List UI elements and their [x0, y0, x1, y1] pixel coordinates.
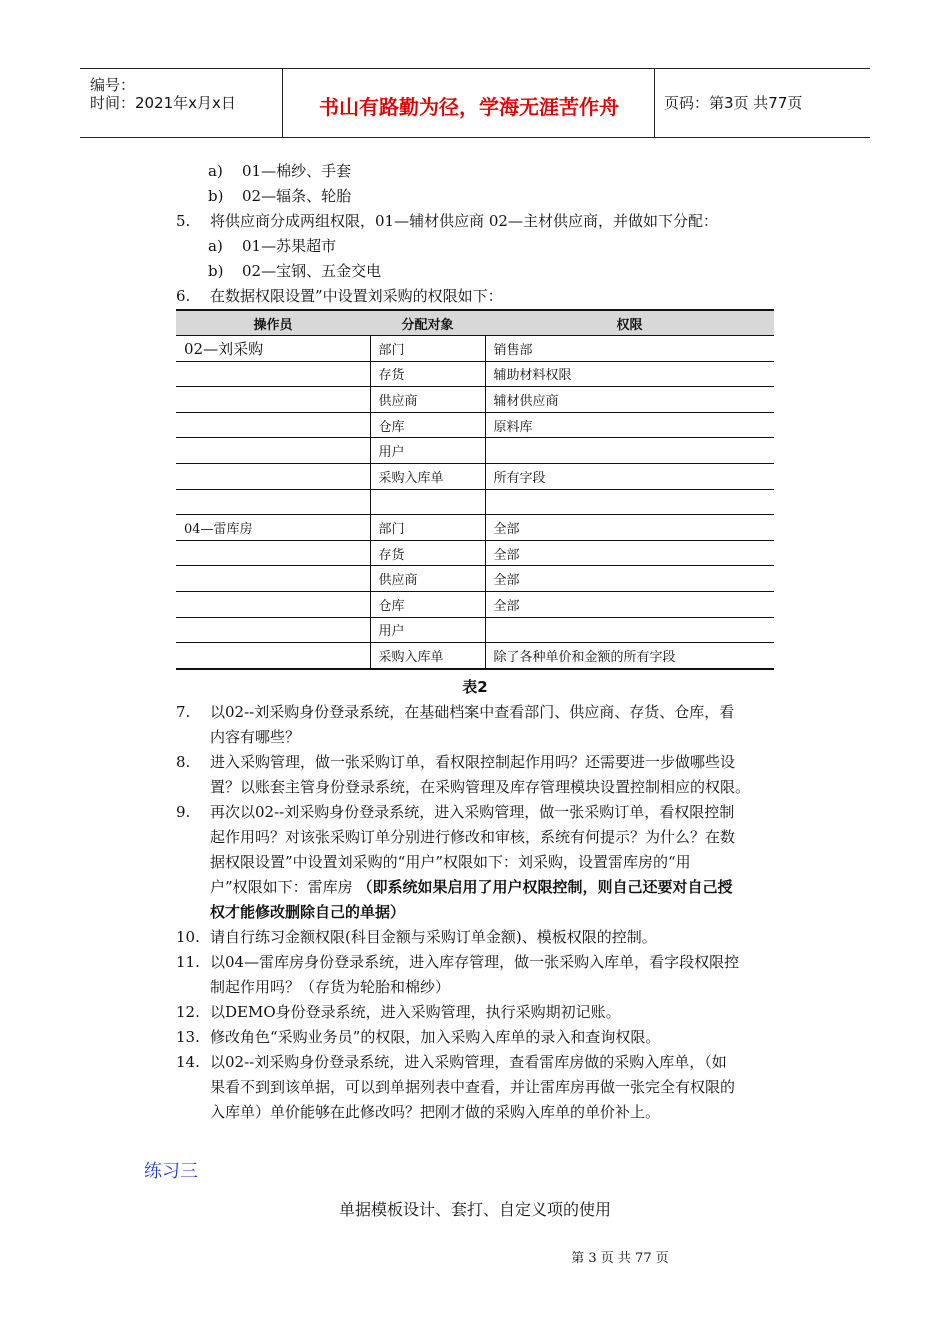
object-cell: 仓库 [370, 412, 485, 438]
object-cell [370, 489, 485, 515]
table-row [176, 643, 774, 669]
permission-cell: 所有字段 [485, 463, 774, 489]
operator-cell [176, 489, 370, 515]
list-marker: b) [208, 187, 224, 205]
list-item: 01—苏果超市 [242, 237, 337, 255]
list-item: 在数据权限设置”中设置刘采购的权限如下： [210, 287, 503, 305]
object-cell: 供应商 [370, 566, 485, 592]
header-motto-cell [284, 69, 655, 137]
motto: 书山有路勤为径，学海无涯苦作舟 [319, 95, 619, 119]
table-header-cell: 权限 [485, 310, 774, 336]
table-row [176, 336, 774, 362]
operator-cell [176, 643, 370, 669]
operator-cell: 02—刘采购 [176, 336, 370, 362]
page-header [80, 68, 870, 138]
item-line: 以02--刘采购身份登录系统，在基础档案中查看部门、供应商、存货、仓库，看 [210, 703, 735, 721]
permission-cell: 原料库 [485, 412, 774, 438]
item-line: 以DEMO身份登录系统，进入采购管理，执行采购期初记账。 [210, 1003, 621, 1021]
list-marker: b) [208, 262, 224, 280]
permission-cell: 全部 [485, 566, 774, 592]
permission-cell: 除了各种单价和金额的所有字段 [485, 643, 774, 669]
item-line: 起作用吗？对该张采购订单分别进行修改和审核，系统有何提示？为什么？在数 [210, 828, 736, 846]
table-header-cell: 操作员 [176, 310, 370, 336]
object-cell: 供应商 [370, 387, 485, 413]
permission-cell: 全部 [485, 540, 774, 566]
operator-cell [176, 387, 370, 413]
item-line: 置？以账套主管身份登录系统，在采购管理及库存管理模块设置控制相应的权限。 [210, 778, 751, 796]
table-header-cell: 分配对象 [370, 310, 485, 336]
item-number: 11. [176, 953, 200, 971]
list-marker: a) [208, 237, 223, 255]
object-cell: 用户 [370, 617, 485, 643]
permission-cell [485, 489, 774, 515]
table-row [176, 463, 774, 489]
object-cell: 存货 [370, 540, 485, 566]
code-label: 编号： [90, 76, 136, 94]
item-line: 内容有哪些？ [210, 728, 301, 746]
list-item: 02—辐条、轮胎 [242, 187, 352, 205]
table-row [176, 387, 774, 413]
object-cell: 部门 [370, 336, 485, 362]
operator-cell [176, 617, 370, 643]
item-number: 9. [176, 803, 191, 821]
table-row [176, 515, 774, 541]
item-line: 再次以02--刘采购身份登录系统，进入采购管理，做一张采购订单，看权限控制 [210, 803, 735, 821]
permission-cell [485, 617, 774, 643]
object-cell: 部门 [370, 515, 485, 541]
object-cell: 仓库 [370, 591, 485, 617]
table-row [176, 617, 774, 643]
item-line: 以02--刘采购身份登录系统，进入采购管理，查看雷库房做的采购入库单，（如 [210, 1053, 727, 1071]
item-line: 入库单）单价能够在此修改吗？把刚才做的采购入库单的单价补上。 [210, 1103, 661, 1121]
list-marker: 6. [176, 287, 191, 305]
permission-cell: 全部 [485, 515, 774, 541]
item-line: 果看不到到该单据，可以到单据列表中查看，并让雷库房再做一张完全有权限的 [210, 1078, 736, 1096]
header-page-cell [656, 69, 870, 137]
operator-cell [176, 412, 370, 438]
list-item: 02—宝钢、五金交电 [242, 262, 382, 280]
permission-cell [485, 438, 774, 464]
item-bold-line: 权才能修改删除自己的单据） [210, 903, 406, 921]
object-cell: 存货 [370, 361, 485, 387]
operator-cell [176, 540, 370, 566]
item-number: 14. [176, 1053, 200, 1071]
item-line: 请自行练习金额权限(科目金额与采购订单金额)、模板权限的控制。 [210, 928, 657, 946]
page-label: 页码：第3页 共77页 [664, 94, 803, 112]
operator-cell [176, 566, 370, 592]
section-title: 练习三 [144, 1161, 198, 1182]
item-text: 户”权限如下：雷库房 [210, 878, 358, 896]
operator-cell [176, 361, 370, 387]
item-number: 12. [176, 1003, 200, 1021]
operator-cell [176, 463, 370, 489]
object-cell: 采购入库单 [370, 463, 485, 489]
operator-cell [176, 591, 370, 617]
item-number: 10. [176, 928, 200, 946]
table-header-row [176, 310, 774, 336]
table-row [176, 540, 774, 566]
object-cell: 用户 [370, 438, 485, 464]
permission-cell: 辅助材料权限 [485, 361, 774, 387]
page-footer: 第 3 页 共 77 页 [571, 1251, 669, 1266]
time-label: 时间：2021年x月x日 [90, 94, 236, 112]
item-number: 8. [176, 753, 191, 771]
permission-cell: 辅材供应商 [485, 387, 774, 413]
permission-cell: 全部 [485, 591, 774, 617]
object-cell: 采购入库单 [370, 643, 485, 669]
item-line: 据权限设置”中设置刘采购的“用户”权限如下：刘采购，设置雷库房的“用 [210, 853, 691, 871]
item-line: 进入采购管理，做一张采购订单，看权限控制起作用吗？还需要进一步做哪些设 [210, 753, 736, 771]
table-caption: 表2 [462, 678, 488, 696]
list-marker: a) [208, 162, 223, 180]
table-row [176, 489, 774, 515]
table-row [176, 438, 774, 464]
item-line: 制起作用吗？（存货为轮胎和棉纱） [210, 978, 451, 996]
item-line [210, 875, 732, 899]
table-row [176, 591, 774, 617]
operator-cell [176, 438, 370, 464]
list-item: 将供应商分成两组权限，01—辅材供应商 02—主材供应商，并做如下分配： [210, 212, 718, 230]
list-marker: 5. [176, 212, 191, 230]
item-bold-text: （即系统如果启用了用户权限控制，则自己还要对自己授 [357, 878, 733, 896]
item-line: 修改角色“采购业务员”的权限，加入采购入库单的录入和查询权限。 [210, 1028, 661, 1046]
table-row [176, 361, 774, 387]
section-subtitle: 单据模板设计、套打、自定义项的使用 [338, 1200, 611, 1219]
header-meta [80, 69, 283, 137]
list-item: 01—棉纱、手套 [242, 162, 352, 180]
item-number: 13. [176, 1028, 200, 1046]
permission-cell: 销售部 [485, 336, 774, 362]
permission-table [176, 309, 774, 670]
item-line: 以04—雷库房身份登录系统，进入库存管理，做一张采购入库单，看字段权限控 [210, 953, 740, 971]
table-row [176, 412, 774, 438]
operator-cell: 04—雷库房 [176, 515, 370, 541]
table-row [176, 566, 774, 592]
item-number: 7. [176, 703, 191, 721]
